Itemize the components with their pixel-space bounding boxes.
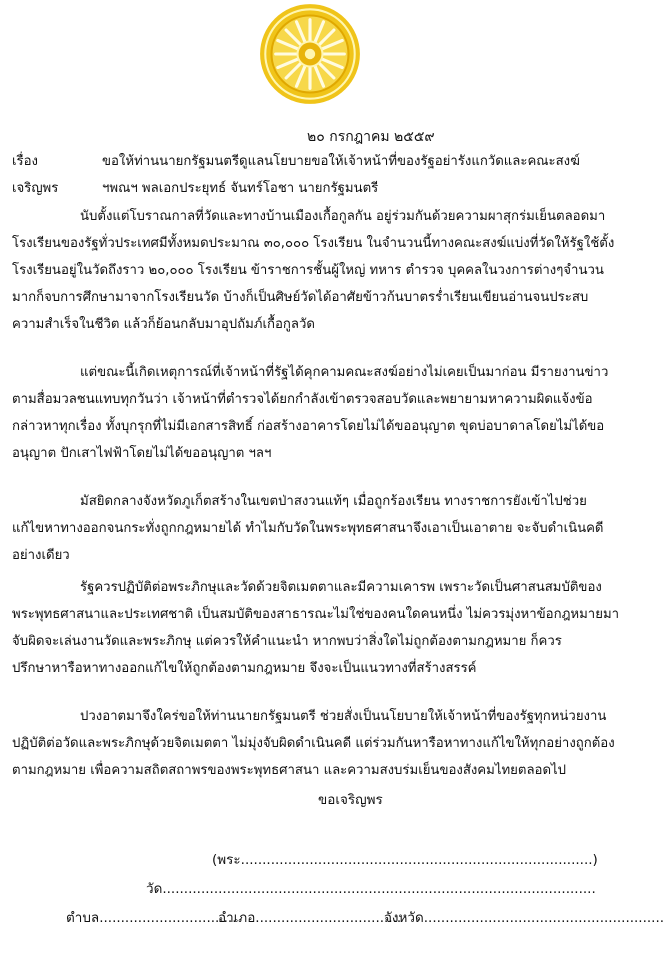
body-line: อนุญาต ปักเสาไฟฟ้าโดยไม่ได้ขออนุญาต ฯลฯ <box>12 446 272 461</box>
body-line: จับผิดจะเล่นงานวัดและพระภิกษุ แต่ควรให้คำแนะนำ หากพบว่าสิ่งใดไม่ถูกต้องตามกฎหมาย ก็ควร <box>12 634 562 649</box>
body-line: นับตั้งแต่โบราณกาลที่วัดและทางบ้านเมืองเกื้อกูลกัน อยู่ร่วมกันด้วยความผาสุกร่มเย็นตลอดมา <box>80 209 606 224</box>
temple-field: วัด..................................................................................................... <box>146 881 596 897</box>
body-line: ตามสื่อมวลชนแทบทุกวันว่า เจ้าหน้าที่ตำรวจได้ยกกำลังเข้าตรวจสอบวัดและพยายามหาความผิดแจ้งข้อ <box>12 392 593 407</box>
monk-name-field: (พระ..................................................................................) <box>212 852 598 868</box>
subject-label: เรื่อง <box>12 154 38 169</box>
body-line: ปรึกษาหารือหาทางออกแก้ไขให้ถูกต้องตามกฎหมาย จึงจะเป็นแนวทางที่สร้างสรรค์ <box>12 661 477 676</box>
letter-date: ๒๐ กรกฎาคม ๒๕๕๙ <box>307 129 435 145</box>
amphoe-field: อำเภอ.................................. <box>218 910 402 926</box>
dharma-wheel-icon <box>258 2 362 106</box>
tambon-field: ตำบล................................ <box>66 910 237 926</box>
body-line: แก้ไขหาทางออกจนกระทั่งถูกกฎหมายได้ ทำไมกับวัดในพระพุทธศาสนาจึงเอาเป็นเอาตาย จะจับดำเนินคดี <box>12 521 604 536</box>
body-line: โรงเรียนของรัฐทั่วประเทศมีทั้งหมดประมาณ ๓๐,๐๐๐ โรงเรียน ในจำนวนนี้ทางคณะสงฆ์แบ่งที่วัดให้รัฐใช้ตั้ง <box>12 236 615 251</box>
body-line: มากก็จบการศึกษามาจากโรงเรียนวัด บ้างก็เป็นศิษย์วัดได้อาศัยข้าวก้นบาตรร่ำเรียนเขียนอ่านจนประสบ <box>12 290 589 305</box>
body-line: พระพุทธศาสนาและประเทศชาติ เป็นสมบัติของสาธารณะไม่ใช่ของคนใดคนหนึ่ง ไม่ควรมุ่งหาข้อกฎหมายมา <box>12 607 620 622</box>
subject-line <box>12 149 614 175</box>
body-line: ความสำเร็จในชีวิต แล้วก็ย้อนกลับมาอุปถัมภ์เกื้อกูลวัด <box>12 317 315 332</box>
closing-text: ขอเจริญพร <box>318 792 383 808</box>
province-field: จังหวัด........................................................ <box>384 910 664 926</box>
body-line: รัฐควรปฏิบัติต่อพระภิกษุและวัดด้วยจิตเมตตาและมีความเคารพ เพราะวัดเป็นศาสนสมบัติของ <box>80 580 602 595</box>
body-line: มัสยิดกลางจังหวัดภูเก็ตสร้างในเขตป่าสงวนแท้ๆ เมื่อถูกร้องเรียน ทางราชการยังเข้าไปช่วย <box>80 494 587 509</box>
body-line: อย่างเดียว <box>12 548 70 563</box>
body-line: โรงเรียนอยู่ในวัดถึงราว ๒๐,๐๐๐ โรงเรียน ข้าราชการชั้นผู้ใหญ่ ทหาร ตำรวจ บุคคลในวงการต่างๆจำนวน <box>12 263 604 278</box>
salutation-line <box>12 176 614 202</box>
body-line: กล่าวหาทุกเรื่อง ทั้งบุกรุกที่ไม่มีเอกสารสิทธิ์ ก่อสร้างอาคารโดยไม่ได้ขออนุญาต ขุดบ่อบาดาลโดยไม่ได้ขอ <box>12 419 605 434</box>
body-line: ตามกฎหมาย เพื่อความสถิตสถาพรของพระพุทธศาสนา และความสงบร่มเย็นของสังคมไทยตลอดไป <box>12 763 567 778</box>
body-line: ปฏิบัติต่อวัดและพระภิกษุด้วยจิตเมตตา ไม่มุ่งจับผิดดำเนินคดี แต่ร่วมกันหารือหาทางแก้ไขให้ทุกอย่างถูกต้อง <box>12 736 615 751</box>
salutation-label: เจริญพร <box>12 181 59 196</box>
recipient-text: ฯพณฯ พลเอกประยุทธ์ จันทร์โอชา นายกรัฐมนตรี <box>102 181 379 196</box>
subject-text: ขอให้ท่านนายกรัฐมนตรีดูแลนโยบายขอให้เจ้าหน้าที่ของรัฐอย่ารังแกวัดและคณะสงฆ์ <box>102 154 580 169</box>
body-line: แต่ขณะนี้เกิดเหตุการณ์ที่เจ้าหน้าที่รัฐได้คุกคามคณะสงฆ์อย่างไม่เคยเป็นมาก่อน มีรายงานข่าว <box>80 365 609 380</box>
body-line: ปวงอาตมาจึงใคร่ขอให้ท่านนายกรัฐมนตรี ช่วยสั่งเป็นนโยบายให้เจ้าหน้าที่ของรัฐทุกหน่วยงาน <box>80 709 607 724</box>
